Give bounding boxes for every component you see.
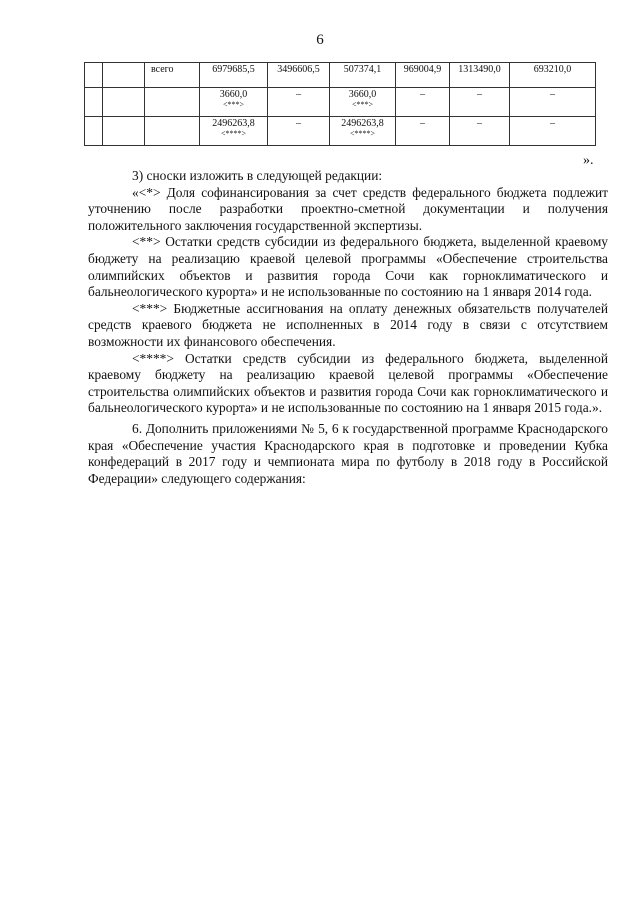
table-cell: – (510, 88, 596, 117)
document-body (88, 168, 608, 487)
cell-value: 2496263,8 (341, 118, 384, 129)
page-number: 6 (316, 32, 324, 48)
footnote-mark: <***> (222, 100, 245, 109)
footnote-mark: <****> (349, 129, 376, 138)
table-cell: – (268, 117, 330, 146)
table-cell (103, 88, 145, 117)
table-cell (145, 117, 200, 146)
table-cell: – (510, 117, 596, 146)
cell-value: 3660,0 (219, 89, 248, 100)
table-cell: – (396, 117, 450, 146)
table-row (85, 63, 596, 88)
table-cell: 693210,0 (510, 63, 596, 88)
cell-value: 3660,0 (348, 89, 377, 100)
table-cell (200, 88, 268, 117)
table-cell (330, 117, 396, 146)
table-row (85, 117, 596, 146)
footnote-mark: <***> (351, 100, 374, 109)
table-cell: 969004,9 (396, 63, 450, 88)
table-cell (85, 63, 103, 88)
table-cell: – (396, 88, 450, 117)
table-cell: – (450, 117, 510, 146)
table-row (85, 88, 596, 117)
table-cell (330, 88, 396, 117)
paragraph-intro: 3) сноски изложить в следующей редакции: (132, 168, 383, 183)
footnote-4: <****> Остатки средств субсидии из федерального бюджета, выделенной краевому бюджету на реализацию краевой целевой программы «Обеспечение строительства олимпийских объектов и развития города Сочи как горноклиматического и бальнеологического курорта» и не использованные по состоянию на 1 января 2015 года.». (88, 350, 608, 416)
footnote-3: <***> Бюджетные ассигнования на оплату денежных обязательств получателей средств краевого бюджета не исполненных в 2014 году в связи с отсутствием возможности их финансового обеспечения. (88, 300, 608, 349)
table-cell (85, 88, 103, 117)
table-cell (103, 117, 145, 146)
footnote-2: <**> Остатки средств субсидии из федерального бюджета, выделенной краевому бюджету на реализацию краевой целевой программы «Обеспечение строительства олимпийских объектов и развития города Сочи как горноклиматического и бальнеологического курорта» и не использованные по состоянию на 1 января 2014 года. (88, 234, 608, 300)
table-cell: 3496606,5 (268, 63, 330, 88)
footnote-1: «<*> Доля софинансирования за счет средств федерального бюджета подлежит уточнению после разработки проектно-сметной документации и получения положительного заключения государственной экспертизы. (88, 184, 608, 233)
closing-quote: ». (583, 153, 594, 168)
table-cell (200, 117, 268, 146)
table-cell: – (268, 88, 330, 117)
table-cell: 507374,1 (330, 63, 396, 88)
table-cell (145, 88, 200, 117)
table-cell (85, 117, 103, 146)
table-cell: всего (145, 63, 200, 88)
table-cell: – (450, 88, 510, 117)
funding-table (84, 62, 596, 146)
table-cell: 6979685,5 (200, 63, 268, 88)
footnote-mark: <****> (220, 129, 247, 138)
cell-value: 2496263,8 (212, 118, 255, 129)
table-cell: 1313490,0 (450, 63, 510, 88)
paragraph-item-6: 6. Дополнить приложениями № 5, 6 к государственной программе Краснодарского края «Обеспечение участия Краснодарского края в подготовке и проведении Кубка конфедераций в 2017 году и чемпионата мира по футболу в 2018 году в Российской Федерации» следующего содержания: (88, 420, 608, 486)
table-cell (103, 63, 145, 88)
